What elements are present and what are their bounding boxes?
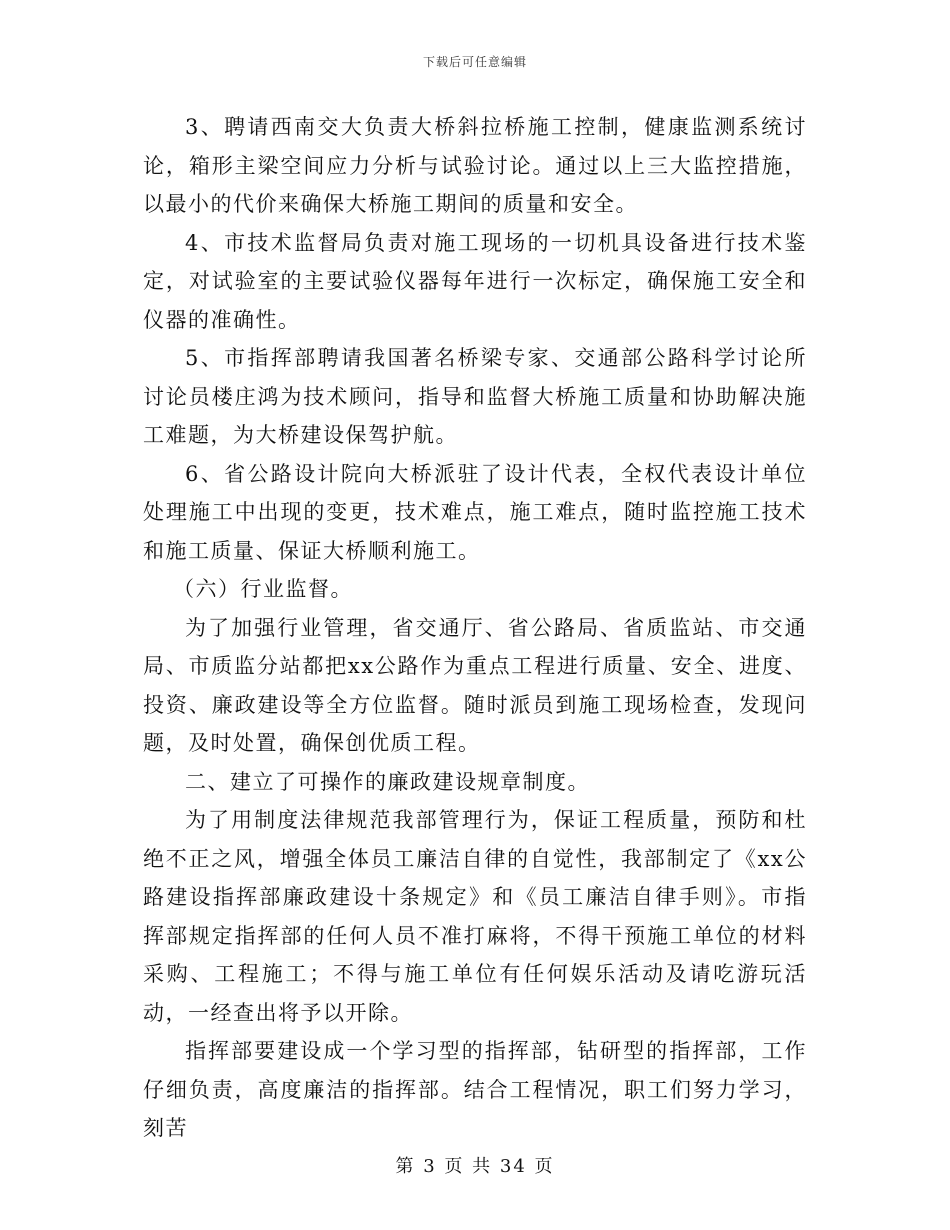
paragraph-4: 4、市技术监督局负责对施工现场的一切机具设备进行技术鉴定，对试验室的主要试验仪器每年进行一次标定，确保施工安全和仪器的准确性。 [143, 230, 807, 332]
paragraph-5: 5、市指挥部聘请我国著名桥梁专家、交通部公路科学讨论所讨论员楼庄鸿为技术顾问，指导和监督大桥施工质量和协助解决施工难题，为大桥建设保驾护航。 [143, 346, 807, 447]
footer-suffix: 页 [534, 1156, 555, 1177]
page-footer [0, 1152, 950, 1178]
footer-mid: 页 共 [444, 1156, 493, 1177]
section-two-body: 为了用制度法律规范我部管理行为，保证工程质量，预防和杜绝不正之风，增强全体员工廉洁自律的自觉性，我部制定了《xx公路建设指挥部廉政建设十条规定》和《员工廉洁自律手则》。市指挥部规定指挥部的任何人员不准打麻将，不得干预施工单位的材料采购、工程施工；不得与施工单位有任何娱乐活动及请吃游玩活动，一经查出将予以开除。 [143, 808, 807, 1025]
section-six-body: 为了加强行业管理，省交通厅、省公路局、省质监站、市交通局、市质监分站都把xx公路作为重点工程进行质量、安全、进度、投资、廉政建设等全方位监督。随时派员到施工现场检查，发现问题，及时处置，确保创优质工程。 [143, 615, 807, 755]
section-six-heading: （六）行业监督。 [173, 577, 353, 601]
paragraph-3: 3、聘请西南交大负责大桥斜拉桥施工控制，健康监测系统讨论，箱形主梁空间应力分析与试验讨论。通过以上三大监控措施，以最小的代价来确保大桥施工期间的质量和安全。 [143, 115, 807, 216]
document-body [143, 108, 807, 1148]
paragraph-6: 6、省公路设计院向大桥派驻了设计代表，全权代表设计单位处理施工中出现的变更，技术难点，施工难点，随时监控施工技术和施工质量、保证大桥顺利施工。 [143, 461, 807, 563]
total-pages-number: 34 [499, 1156, 527, 1177]
closing-paragraph: 指挥部要建设成一个学习型的指挥部，钻研型的指挥部，工作仔细负责，高度廉洁的指挥部。结合工程情况，职工们努力学习，刻苦 [143, 1039, 807, 1140]
section-two-heading: 二、建立了可操作的廉政建设规章制度。 [185, 769, 590, 794]
current-page-number: 3 [423, 1156, 437, 1177]
footer-prefix: 第 [395, 1156, 416, 1177]
header-note: 下载后可任意编辑 [422, 55, 527, 69]
